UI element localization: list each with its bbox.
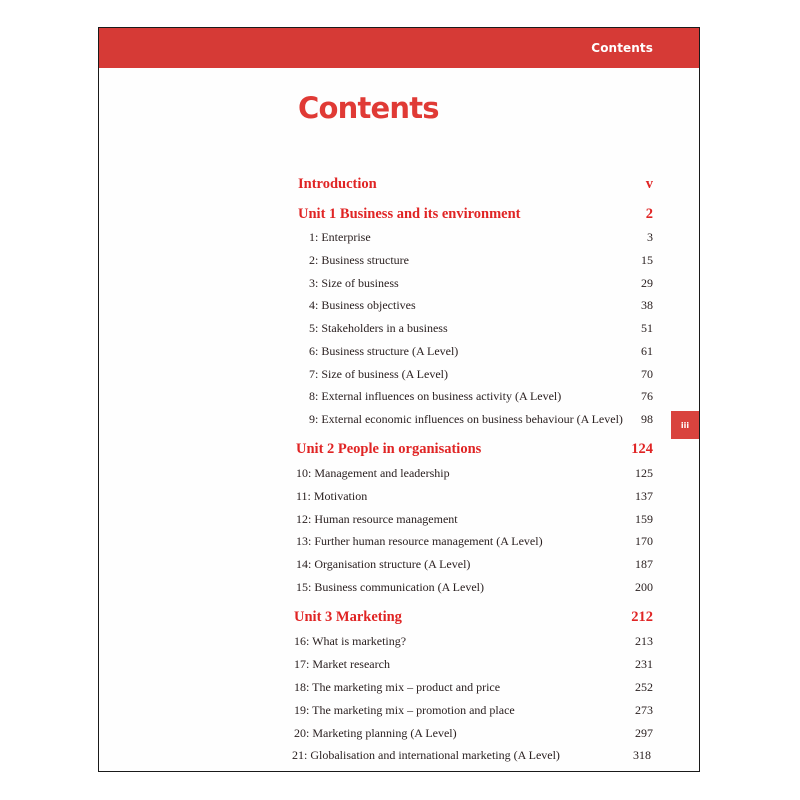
toc-chapter-entry[interactable] bbox=[309, 321, 653, 336]
toc-entry-label: 2: Business structure bbox=[309, 253, 409, 267]
toc-entry-page: 125 bbox=[635, 466, 653, 480]
toc-entry-label: 17: Market research bbox=[294, 657, 390, 671]
toc-entry-label: 11: Motivation bbox=[296, 489, 368, 503]
toc-chapter-entry[interactable] bbox=[309, 389, 653, 404]
toc-entry-page: 29 bbox=[641, 276, 653, 290]
toc-chapter-entry[interactable] bbox=[309, 253, 653, 268]
toc-entry-label: 15: Business communication (A Level) bbox=[296, 580, 484, 594]
toc-chapter-entry[interactable] bbox=[296, 557, 653, 572]
toc-entry-page: 70 bbox=[641, 367, 653, 381]
toc-section-entry[interactable] bbox=[298, 176, 653, 193]
toc-entry-label: 13: Further human resource management (A Level) bbox=[296, 534, 543, 548]
toc-entry-page: 200 bbox=[635, 580, 653, 594]
toc-entry-label: 6: Business structure (A Level) bbox=[309, 344, 459, 358]
toc-chapter-entry[interactable] bbox=[294, 634, 653, 649]
toc-entry-page: 124 bbox=[631, 441, 653, 457]
toc-entry-page: 76 bbox=[641, 389, 653, 403]
toc-entry-page: 61 bbox=[641, 344, 653, 358]
toc-entry-label: 1: Enterprise bbox=[309, 230, 371, 244]
toc-entry-page: 187 bbox=[635, 557, 653, 571]
toc-entry-label: Introduction bbox=[298, 176, 377, 192]
toc-entry-label: 9: External economic influences on business behaviour (A Level) bbox=[309, 412, 623, 426]
toc-entry-label: 18: The marketing mix – product and price bbox=[294, 680, 501, 694]
toc-entry-page: 159 bbox=[635, 512, 653, 526]
toc-chapter-entry[interactable] bbox=[296, 489, 653, 504]
toc-chapter-entry[interactable] bbox=[296, 466, 653, 481]
toc-entry-page: 38 bbox=[641, 298, 653, 312]
toc-entry-label: 3: Size of business bbox=[309, 276, 399, 290]
toc-entry-page: 51 bbox=[641, 321, 653, 335]
running-title: Contents bbox=[591, 41, 653, 55]
toc-entry-page: 231 bbox=[635, 657, 653, 671]
toc-entry-page: 15 bbox=[641, 253, 653, 267]
toc-section-entry[interactable] bbox=[298, 206, 653, 223]
toc-entry-label: 19: The marketing mix – promotion and place bbox=[294, 703, 515, 717]
toc-chapter-entry[interactable] bbox=[309, 344, 653, 359]
toc-entry-label: Unit 2 People in organisations bbox=[296, 441, 482, 457]
toc-entry-page: 252 bbox=[635, 680, 653, 694]
toc-entry-label: 10: Management and leadership bbox=[296, 466, 450, 480]
toc-entry-label: 5: Stakeholders in a business bbox=[309, 321, 448, 335]
toc-entry-page: 98 bbox=[641, 412, 653, 426]
toc-entry-label: 16: What is marketing? bbox=[294, 634, 407, 648]
toc-entry-page: 273 bbox=[635, 703, 653, 717]
toc-chapter-entry[interactable] bbox=[309, 276, 653, 291]
toc-chapter-entry[interactable] bbox=[296, 512, 653, 527]
toc-chapter-entry[interactable] bbox=[309, 230, 653, 245]
toc-entry-page: 3 bbox=[647, 230, 653, 244]
toc-chapter-entry[interactable] bbox=[292, 748, 651, 763]
toc-chapter-entry[interactable] bbox=[296, 534, 653, 549]
toc-entry-page: 2 bbox=[645, 206, 653, 222]
toc-chapter-entry[interactable] bbox=[309, 298, 653, 313]
page-title: Contents bbox=[298, 91, 439, 125]
toc-entry-page: 318 bbox=[633, 748, 651, 762]
toc-chapter-entry[interactable] bbox=[294, 680, 653, 695]
toc-entry-label: 4: Business objectives bbox=[309, 298, 416, 312]
toc-chapter-entry[interactable] bbox=[294, 703, 653, 718]
toc-entry-page: 213 bbox=[635, 634, 653, 648]
toc-entry-label: 12: Human resource management bbox=[296, 512, 458, 526]
toc-entry-label: 8: External influences on business activity (A Level) bbox=[309, 389, 562, 403]
toc-chapter-entry[interactable] bbox=[296, 580, 653, 595]
toc-entry-page: 137 bbox=[635, 489, 653, 503]
contents-page bbox=[98, 27, 700, 772]
toc-entry-page: v bbox=[645, 176, 653, 192]
toc-entry-label: Unit 3 Marketing bbox=[294, 609, 402, 625]
toc-entry-label: 14: Organisation structure (A Level) bbox=[296, 557, 471, 571]
toc-section-entry[interactable] bbox=[296, 441, 653, 458]
toc-entry-page: 212 bbox=[631, 609, 653, 625]
toc-entry-label: Unit 1 Business and its environment bbox=[298, 206, 521, 222]
toc-entry-page: 297 bbox=[635, 726, 653, 740]
toc-entry-label: 20: Marketing planning (A Level) bbox=[294, 726, 457, 740]
toc-entry-label: 7: Size of business (A Level) bbox=[309, 367, 448, 381]
toc-chapter-entry[interactable] bbox=[309, 367, 653, 382]
toc-chapter-entry[interactable] bbox=[294, 657, 653, 672]
page-number-tab: iii bbox=[671, 411, 699, 439]
toc-chapter-entry[interactable] bbox=[294, 726, 653, 741]
toc-entry-page: 170 bbox=[635, 534, 653, 548]
toc-chapter-entry[interactable] bbox=[309, 412, 653, 427]
toc-entry-label: 21: Globalisation and international marketing (A Level) bbox=[292, 748, 560, 762]
table-of-contents bbox=[99, 28, 700, 772]
toc-section-entry[interactable] bbox=[294, 609, 653, 626]
